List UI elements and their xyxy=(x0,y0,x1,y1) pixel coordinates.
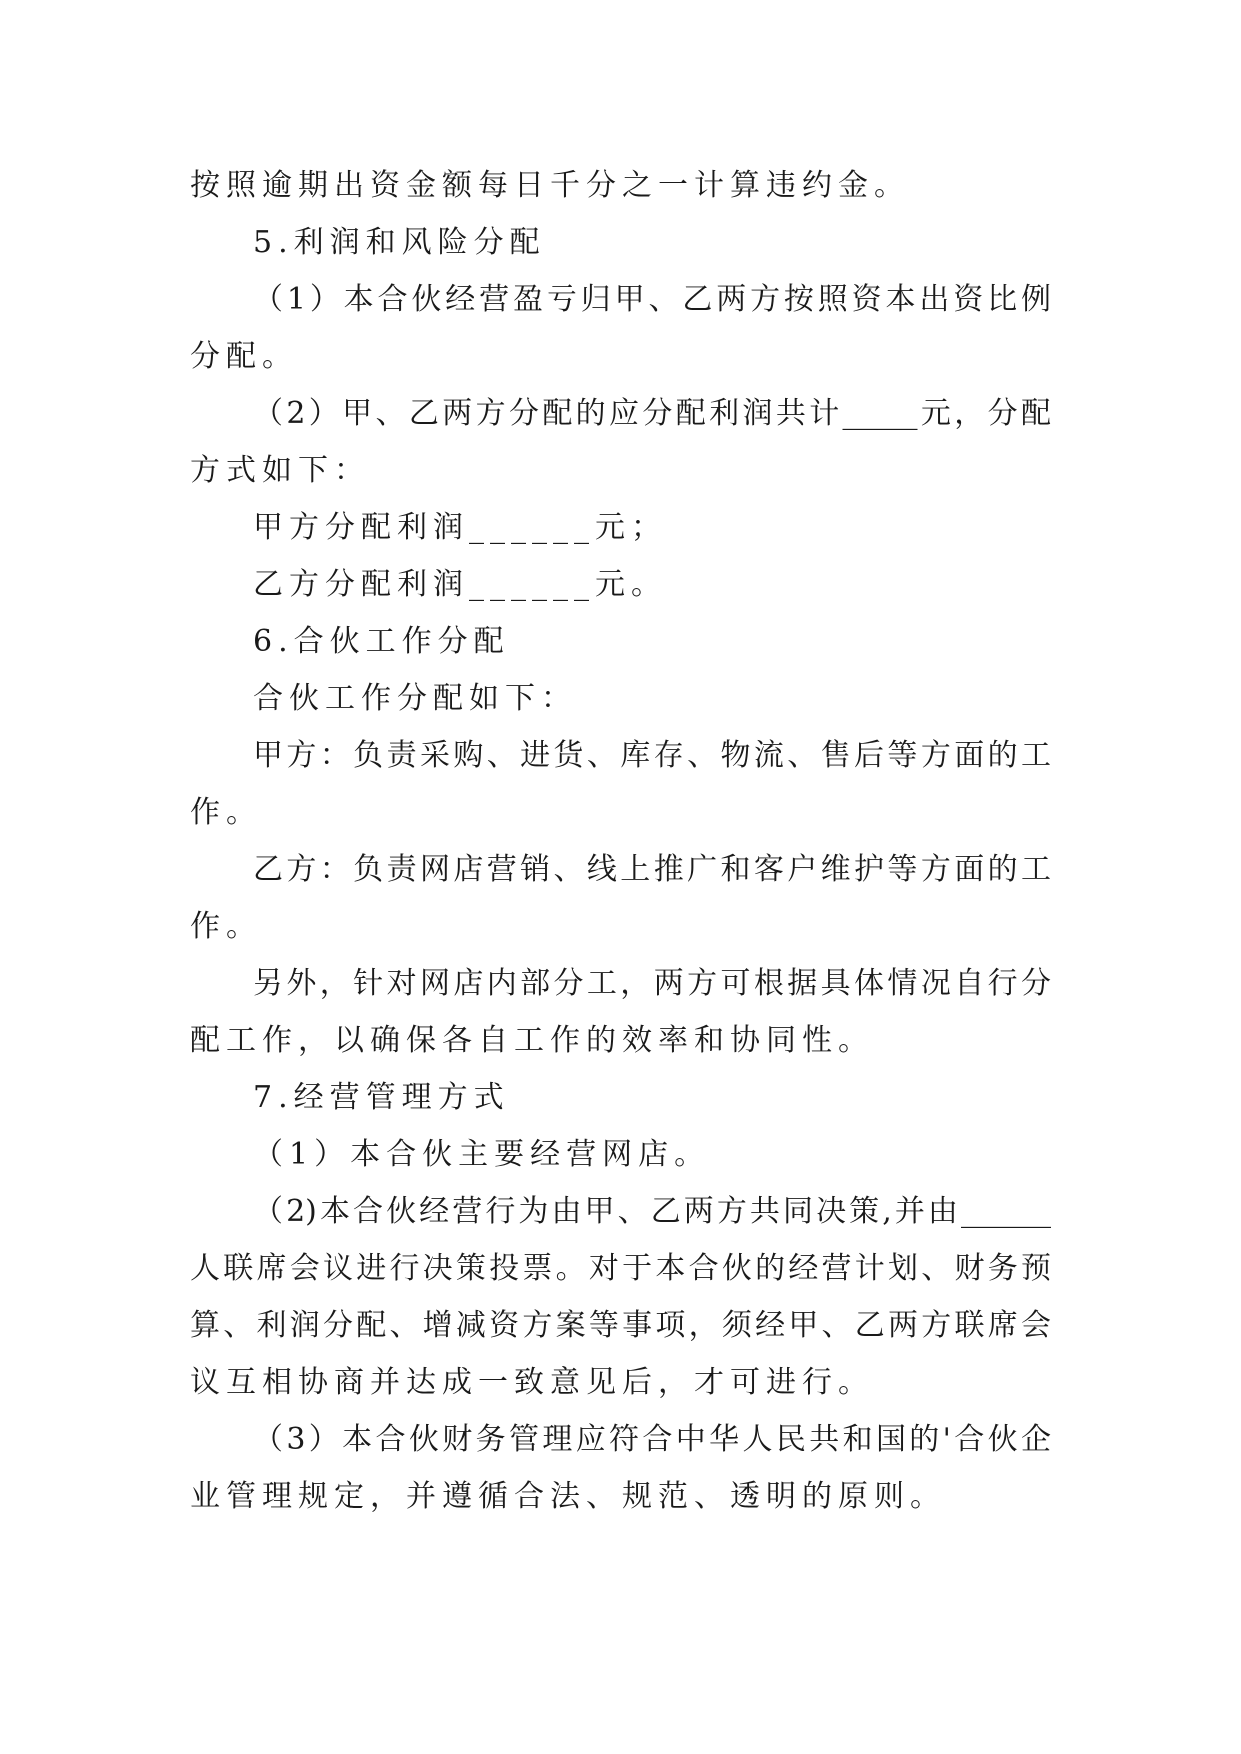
text-line: 方式如下： xyxy=(190,453,370,488)
text-line: （2)本合伙经营行为由甲、乙两方共同决策,并由______ xyxy=(253,1194,1051,1229)
text-line: 甲方分配利润______元； xyxy=(253,510,667,545)
text-line: 甲方：负责采购、进货、库存、物流、售后等方面的工 xyxy=(253,738,1051,773)
text-line: 另外，针对网店内部分工，两方可根据具体情况自行分 xyxy=(253,966,1051,1001)
text-line: 议互相协商并达成一致意见后，才可进行。 xyxy=(190,1365,874,1400)
text-line: 业管理规定，并遵循合法、规范、透明的原则。 xyxy=(190,1479,946,1514)
text-line: 按照逾期出资金额每日千分之一计算违约金。 xyxy=(190,168,910,203)
section-heading: 7.经营管理方式 xyxy=(253,1080,510,1115)
section-heading: 6.合伙工作分配 xyxy=(253,624,510,659)
text-line: 算、利润分配、增减资方案等事项，须经甲、乙两方联席会 xyxy=(190,1308,1051,1343)
text-line: 乙方：负责网店营销、线上推广和客户维护等方面的工 xyxy=(253,852,1051,887)
section-heading: 5.利润和风险分配 xyxy=(253,225,546,260)
text-line: （3）本合伙财务管理应符合中华人民共和国的'合伙企 xyxy=(253,1422,1051,1457)
text-line: 乙方分配利润______元。 xyxy=(253,567,667,602)
text-line: （1）本合伙经营盈亏归甲、乙两方按照资本出资比例 xyxy=(253,282,1051,317)
text-line: 合伙工作分配如下： xyxy=(253,681,577,716)
text-line: 作。 xyxy=(190,909,262,944)
text-line: 作。 xyxy=(190,795,262,830)
text-line: （2）甲、乙两方分配的应分配利润共计_____元，分配 xyxy=(253,396,1051,431)
text-line: 人联席会议进行决策投票。对于本合伙的经营计划、财务预 xyxy=(190,1251,1051,1286)
text-line: 分配。 xyxy=(190,339,298,374)
text-line: （1）本合伙主要经营网店。 xyxy=(253,1137,711,1172)
document-body xyxy=(190,157,1051,1525)
text-line: 配工作，以确保各自工作的效率和协同性。 xyxy=(190,1023,874,1058)
